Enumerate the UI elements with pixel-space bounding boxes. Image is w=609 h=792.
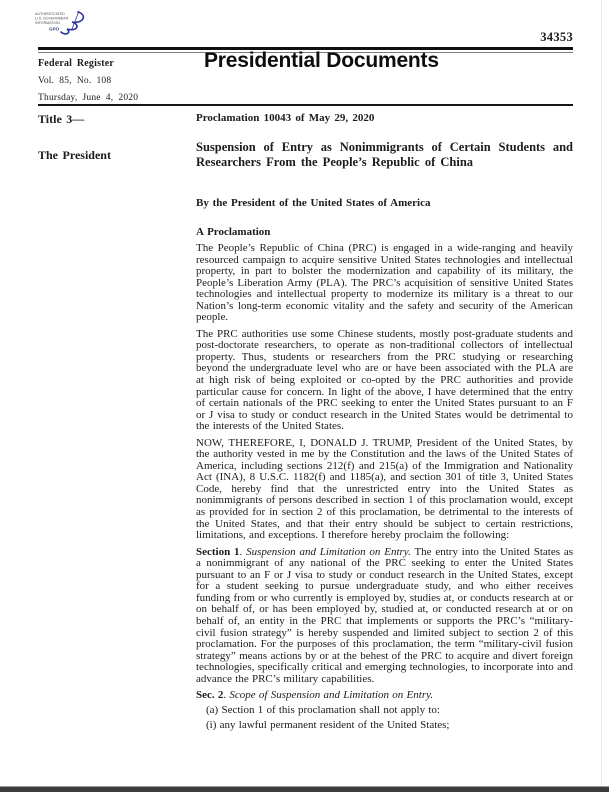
section-1-text: The entry into the United States as a nonimmigrant of any national of the PRC seeking to enter the United States pursuant to an F or J visa to study or conduct research in the United States, except for a student seeking to pursue undergraduate study, and who either receives funding from or who currently is employed by, studies at, or conducts research at or on behalf of, or has been employed by, studied at, or conducted research at or on behalf of, an entity in the PRC that implements or supports the PRC’s “military-civil fusion strategy” is hereby suspended and limited subject to section 2 of this proclamation. For the purposes of this proclamation, the term “military-civil fusion strategy” means actions by or at the behest of the PRC to acquire and divert foreign technologies, specifically critical and emerging technologies, to incorporate into and advance the PRC’s military capabilities. bbox=[196, 545, 573, 685]
date-line: Thursday, June 4, 2020 bbox=[38, 93, 139, 103]
gpo-authentication-logo bbox=[34, 9, 92, 47]
title-sidebar bbox=[38, 112, 188, 163]
section-2-title: Scope of Suspension and Limitation on Entry. bbox=[229, 689, 434, 702]
publication-title: Federal Register bbox=[38, 58, 115, 69]
clause-i: (i) any lawful permanent resident of the United States; bbox=[206, 719, 450, 732]
volume-line: Vol. 85, No. 108 bbox=[38, 76, 112, 86]
byline: By the President of the United States of America bbox=[196, 197, 431, 209]
title-number: Title 3— bbox=[38, 112, 85, 126]
section-2-separator: . bbox=[223, 689, 230, 702]
section-banner: Presidential Documents bbox=[204, 49, 439, 72]
masthead-bottom-rule bbox=[38, 104, 573, 106]
page-edge bbox=[601, 0, 602, 786]
proclamation-number-line: Proclamation 10043 of May 29, 2020 bbox=[196, 112, 375, 124]
section-1-paragraph bbox=[196, 547, 573, 686]
eagle-swoosh-icon bbox=[34, 9, 92, 47]
title-issuer: The President bbox=[38, 148, 111, 162]
section-1-title: Suspension and Limitation on Entry. bbox=[246, 545, 411, 558]
masthead bbox=[38, 58, 198, 103]
paragraph-2: The PRC authorities use some Chinese students, mostly post-graduate students and post-doctorate researchers, to operate as non-traditional collectors of intellectual property. Thus, students or researchers from the PRC studying or researching beyond the undergraduate level who are or have been associated with the PLA are at high risk of being exploited or co-opted by the PRC authorities and provide particular cause for concern. In light of the above, I have determined that the entry of certain nationals of the PRC seeking to enter the United States pursuant to an F or J visa to study or conduct research in the United States would be detrimental to the interests of the United States. bbox=[196, 327, 573, 433]
paragraph-1: The People’s Republic of China (PRC) is engaged in a wide-ranging and heavily resourced campaign to acquire sensitive United States technologies and intellectual property, in part to bolster the modernization and capability of its military, the People’s Liberation Army (PLA). The PRC’s acquisition of sensitive United States technologies and intellectual property to modernize its military is a threat to our Nation’s long-term economic vitality and the safety and security of the American people. bbox=[196, 242, 573, 324]
section-2-label: Sec. 2 bbox=[196, 689, 224, 702]
document-body bbox=[196, 112, 573, 732]
proclamation-heading: Suspension of Entry as Nonimmigrants of Certain Students and Researchers From the People’s Republic of China bbox=[196, 140, 573, 169]
paragraph-3: NOW, THEREFORE, I, DONALD J. TRUMP, President of the United States, by the authority vested in me by the Constitution and the laws of the United States of America, including sections 212(f) and 215(a) of the Immigration and Nationality Act (INA), 8 U.S.C. 1182(f) and 1185(a), and section 301 of title 3, United States Code, hereby find that the unrestricted entry into the United States as nonimmigrants of persons described in section 1 of this proclamation would, except as provided for in section 2 of this proclamation, be detrimental to the interests of the United States, and that their entry should be subject to certain restrictions, limitations, and exceptions. I therefore hereby proclaim the following: bbox=[196, 436, 573, 542]
section-1-separator: . bbox=[239, 545, 247, 558]
section-2-heading bbox=[196, 690, 573, 702]
proclamation-subheading: A Proclamation bbox=[196, 226, 271, 238]
svg-text:AUTHENTICATED: AUTHENTICATED bbox=[35, 12, 65, 16]
svg-text:U.S. GOVERNMENT: U.S. GOVERNMENT bbox=[35, 16, 69, 21]
section-1-label: Section 1 bbox=[196, 545, 240, 558]
viewer-bottom-bar bbox=[0, 786, 609, 792]
clause-a: (a) Section 1 of this proclamation shall not apply to: bbox=[206, 704, 440, 717]
svg-text:GPO: GPO bbox=[49, 26, 60, 32]
svg-text:INFORMATION: INFORMATION bbox=[35, 21, 60, 26]
page-number: 34353 bbox=[540, 30, 573, 44]
